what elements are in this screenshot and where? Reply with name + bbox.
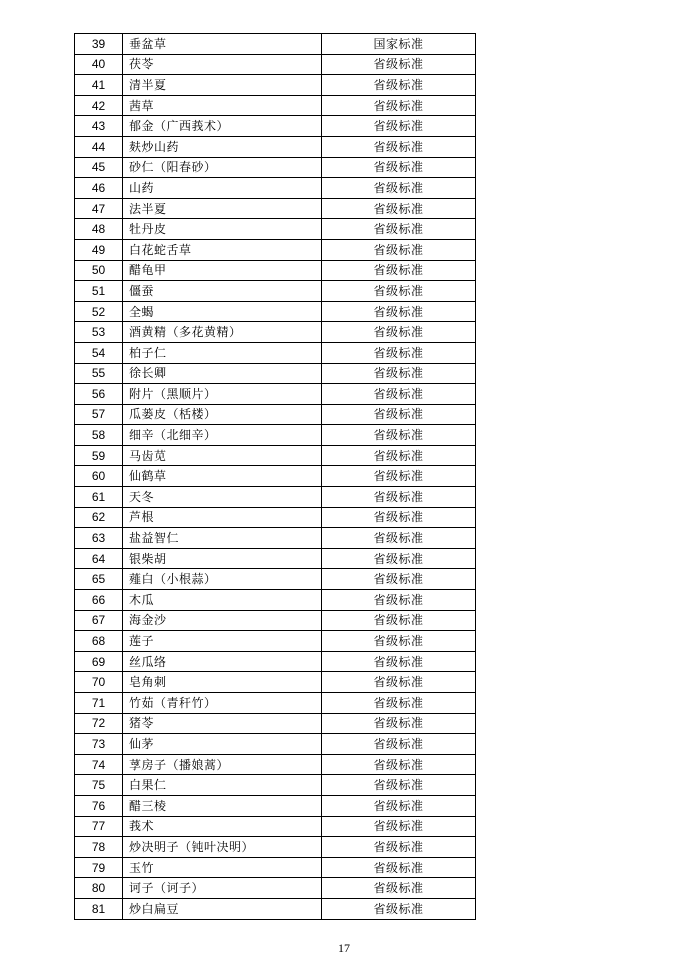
drug-name: 清半夏 [123, 75, 322, 96]
table-row [75, 775, 476, 796]
drug-name: 法半夏 [123, 198, 322, 219]
row-number: 58 [75, 425, 123, 446]
table-row [75, 75, 476, 96]
drug-standard-table [74, 33, 476, 920]
table-row [75, 95, 476, 116]
table-row [75, 445, 476, 466]
standard-level: 省级标准 [322, 322, 476, 343]
table-row [75, 713, 476, 734]
row-number: 70 [75, 672, 123, 693]
drug-name: 牡丹皮 [123, 219, 322, 240]
drug-name: 玉竹 [123, 857, 322, 878]
drug-name: 垂盆草 [123, 34, 322, 55]
row-number: 73 [75, 734, 123, 755]
row-number: 61 [75, 487, 123, 508]
table-row [75, 178, 476, 199]
standard-level: 省级标准 [322, 775, 476, 796]
standard-level: 省级标准 [322, 445, 476, 466]
standard-level: 省级标准 [322, 342, 476, 363]
row-number: 64 [75, 548, 123, 569]
row-number: 79 [75, 857, 123, 878]
row-number: 41 [75, 75, 123, 96]
standard-level: 省级标准 [322, 466, 476, 487]
drug-name: 山药 [123, 178, 322, 199]
table-row [75, 281, 476, 302]
table-row [75, 795, 476, 816]
drug-name: 徐长卿 [123, 363, 322, 384]
drug-name: 炒决明子（钝叶决明） [123, 837, 322, 858]
row-number: 46 [75, 178, 123, 199]
drug-name: 醋三棱 [123, 795, 322, 816]
standard-level: 省级标准 [322, 363, 476, 384]
table-row [75, 384, 476, 405]
standard-level: 省级标准 [322, 75, 476, 96]
table-row [75, 693, 476, 714]
standard-level: 省级标准 [322, 569, 476, 590]
standard-level: 省级标准 [322, 157, 476, 178]
standard-level: 省级标准 [322, 898, 476, 919]
drug-name: 仙鹤草 [123, 466, 322, 487]
standard-level: 省级标准 [322, 857, 476, 878]
row-number: 54 [75, 342, 123, 363]
table-row [75, 487, 476, 508]
standard-level: 省级标准 [322, 528, 476, 549]
drug-name: 丝瓜络 [123, 651, 322, 672]
table-row [75, 590, 476, 611]
standard-level: 省级标准 [322, 816, 476, 837]
standard-level: 省级标准 [322, 734, 476, 755]
table-row [75, 404, 476, 425]
row-number: 72 [75, 713, 123, 734]
row-number: 76 [75, 795, 123, 816]
drug-name: 僵蚕 [123, 281, 322, 302]
standard-level: 省级标准 [322, 693, 476, 714]
drug-name: 莩房子（播娘蒿） [123, 754, 322, 775]
standard-level: 省级标准 [322, 631, 476, 652]
table-row [75, 322, 476, 343]
row-number: 48 [75, 219, 123, 240]
table-row [75, 507, 476, 528]
standard-level: 国家标准 [322, 34, 476, 55]
row-number: 80 [75, 878, 123, 899]
standard-level: 省级标准 [322, 878, 476, 899]
row-number: 40 [75, 54, 123, 75]
drug-name: 竹茹（青秆竹） [123, 693, 322, 714]
drug-name: 莲子 [123, 631, 322, 652]
row-number: 78 [75, 837, 123, 858]
drug-name: 仙茅 [123, 734, 322, 755]
row-number: 68 [75, 631, 123, 652]
drug-name: 附片（黑顺片） [123, 384, 322, 405]
row-number: 53 [75, 322, 123, 343]
drug-name: 茯苓 [123, 54, 322, 75]
standard-level: 省级标准 [322, 239, 476, 260]
drug-name: 茜草 [123, 95, 322, 116]
row-number: 69 [75, 651, 123, 672]
table-row [75, 198, 476, 219]
row-number: 56 [75, 384, 123, 405]
table-row [75, 34, 476, 55]
table-row [75, 857, 476, 878]
row-number: 77 [75, 816, 123, 837]
drug-name: 木瓜 [123, 590, 322, 611]
drug-name: 马齿苋 [123, 445, 322, 466]
table-row [75, 219, 476, 240]
standard-level: 省级标准 [322, 384, 476, 405]
standard-level: 省级标准 [322, 590, 476, 611]
table-row [75, 898, 476, 919]
row-number: 52 [75, 301, 123, 322]
row-number: 45 [75, 157, 123, 178]
row-number: 51 [75, 281, 123, 302]
drug-name: 诃子（诃子） [123, 878, 322, 899]
row-number: 50 [75, 260, 123, 281]
row-number: 67 [75, 610, 123, 631]
table-row [75, 157, 476, 178]
row-number: 47 [75, 198, 123, 219]
standard-level: 省级标准 [322, 548, 476, 569]
standard-level: 省级标准 [322, 198, 476, 219]
drug-name: 麸炒山药 [123, 136, 322, 157]
table-row [75, 837, 476, 858]
row-number: 63 [75, 528, 123, 549]
standard-level: 省级标准 [322, 610, 476, 631]
standard-level: 省级标准 [322, 713, 476, 734]
drug-name: 白花蛇舌草 [123, 239, 322, 260]
drug-name: 瓜蒌皮（栝楼） [123, 404, 322, 425]
table-row [75, 548, 476, 569]
drug-name: 天冬 [123, 487, 322, 508]
table-row [75, 116, 476, 137]
standard-level: 省级标准 [322, 651, 476, 672]
standard-level: 省级标准 [322, 487, 476, 508]
standard-level: 省级标准 [322, 672, 476, 693]
standard-level: 省级标准 [322, 507, 476, 528]
page-number: 17 [338, 941, 350, 955]
drug-name: 银柴胡 [123, 548, 322, 569]
standard-level: 省级标准 [322, 136, 476, 157]
row-number: 49 [75, 239, 123, 260]
table-row [75, 878, 476, 899]
row-number: 66 [75, 590, 123, 611]
drug-name: 柏子仁 [123, 342, 322, 363]
table-row [75, 610, 476, 631]
row-number: 71 [75, 693, 123, 714]
table-row [75, 631, 476, 652]
table-row [75, 425, 476, 446]
row-number: 59 [75, 445, 123, 466]
table-body [75, 34, 476, 920]
row-number: 57 [75, 404, 123, 425]
drug-name: 酒黄精（多花黄精） [123, 322, 322, 343]
standard-level: 省级标准 [322, 116, 476, 137]
row-number: 75 [75, 775, 123, 796]
row-number: 60 [75, 466, 123, 487]
drug-name: 猪苓 [123, 713, 322, 734]
row-number: 62 [75, 507, 123, 528]
table-row [75, 816, 476, 837]
table-row [75, 528, 476, 549]
drug-name: 砂仁（阳春砂） [123, 157, 322, 178]
row-number: 42 [75, 95, 123, 116]
drug-name: 莪术 [123, 816, 322, 837]
table-row [75, 301, 476, 322]
drug-name: 海金沙 [123, 610, 322, 631]
standard-level: 省级标准 [322, 404, 476, 425]
table-row [75, 136, 476, 157]
standard-level: 省级标准 [322, 219, 476, 240]
standard-level: 省级标准 [322, 425, 476, 446]
row-number: 65 [75, 569, 123, 590]
row-number: 44 [75, 136, 123, 157]
table-row [75, 363, 476, 384]
drug-name: 皂角刺 [123, 672, 322, 693]
standard-level: 省级标准 [322, 301, 476, 322]
table-row [75, 672, 476, 693]
row-number: 74 [75, 754, 123, 775]
standard-level: 省级标准 [322, 178, 476, 199]
table-row [75, 260, 476, 281]
drug-name: 郁金（广西莪术） [123, 116, 322, 137]
standard-level: 省级标准 [322, 281, 476, 302]
table-row [75, 651, 476, 672]
row-number: 43 [75, 116, 123, 137]
table-row [75, 466, 476, 487]
drug-name: 全蝎 [123, 301, 322, 322]
table-row [75, 54, 476, 75]
table-row [75, 569, 476, 590]
standard-level: 省级标准 [322, 754, 476, 775]
drug-name: 白果仁 [123, 775, 322, 796]
drug-name: 醋龟甲 [123, 260, 322, 281]
standard-level: 省级标准 [322, 837, 476, 858]
standard-level: 省级标准 [322, 795, 476, 816]
drug-name: 细辛（北细辛） [123, 425, 322, 446]
table-row [75, 754, 476, 775]
row-number: 55 [75, 363, 123, 384]
drug-name: 芦根 [123, 507, 322, 528]
row-number: 39 [75, 34, 123, 55]
drug-name: 盐益智仁 [123, 528, 322, 549]
drug-name: 炒白扁豆 [123, 898, 322, 919]
standard-level: 省级标准 [322, 95, 476, 116]
row-number: 81 [75, 898, 123, 919]
table-row [75, 239, 476, 260]
table-row [75, 734, 476, 755]
standard-level: 省级标准 [322, 260, 476, 281]
drug-name: 薤白（小根蒜） [123, 569, 322, 590]
standard-level: 省级标准 [322, 54, 476, 75]
table-row [75, 342, 476, 363]
